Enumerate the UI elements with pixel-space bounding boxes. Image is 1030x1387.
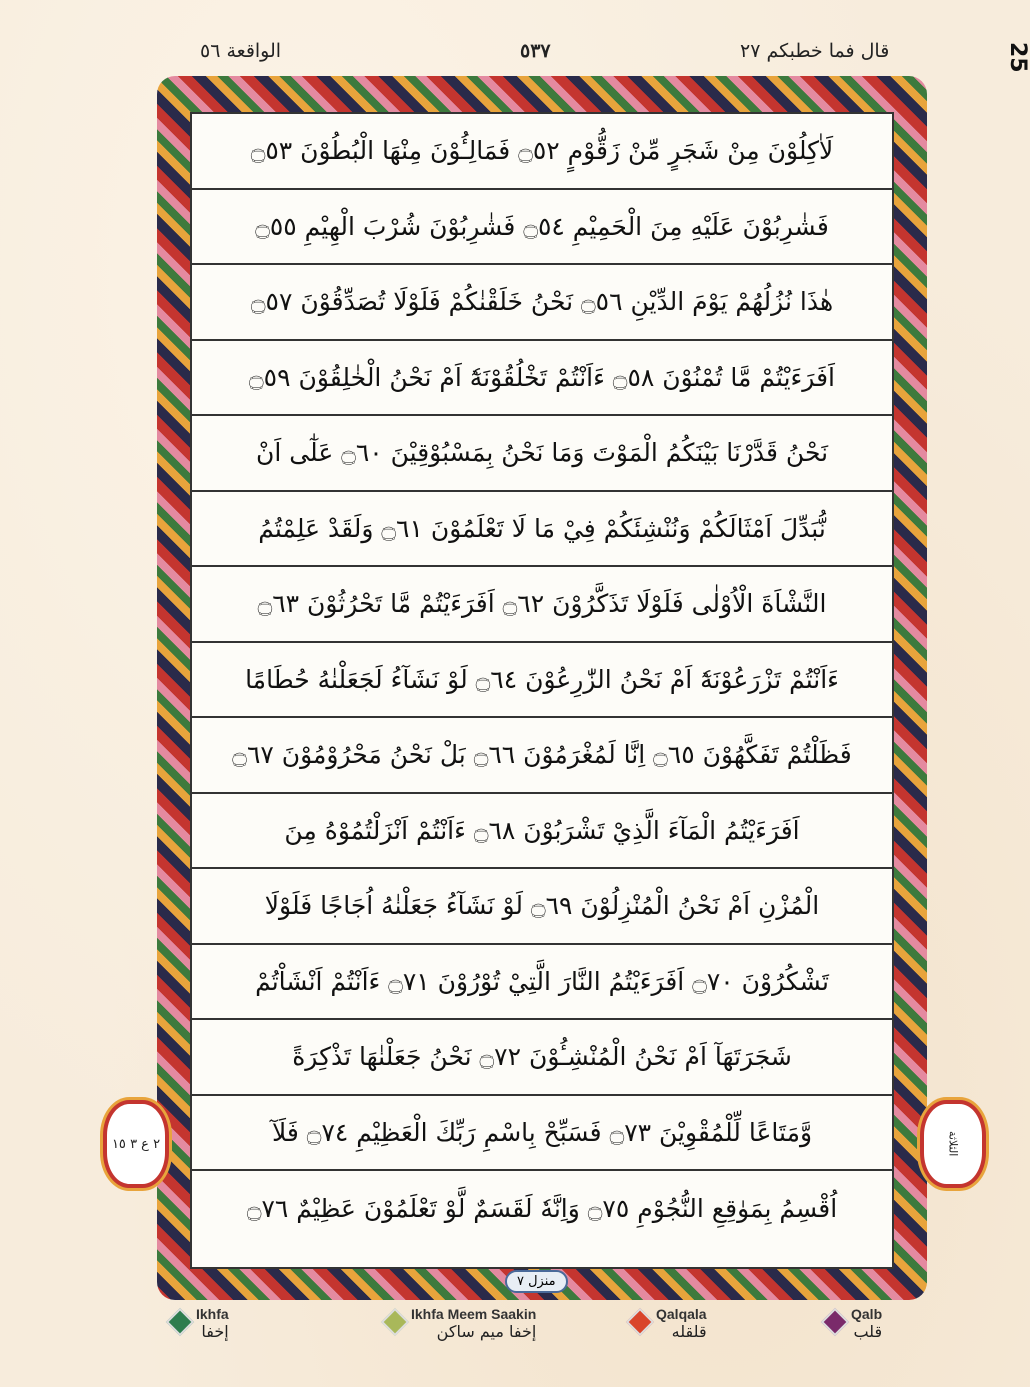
diamond-icon (381, 1308, 409, 1336)
thulatha-marker: الثلاثة (920, 1100, 986, 1188)
verse-line: فَظَلْتُمْ تَفَكَّهُوْنَ ۝٦٥ اِنَّا لَمُغْرَمُوْنَ ۝٦٦ بَلْ نَحْنُ مَحْرُوْمُوْنَ ۝٦٧ (192, 718, 892, 794)
surah-name-header: الواقعة ٥٦ (200, 40, 282, 62)
para-number-tab: 25 (1005, 42, 1030, 73)
legend-label-ar: إخفا ميم ساكن (436, 1322, 537, 1341)
ruku-marker: ٢ ع ٣ ١٥ (103, 1100, 169, 1188)
legend-item (630, 1306, 707, 1341)
legend-label-en: Ikhfa (196, 1306, 229, 1322)
diamond-icon (821, 1308, 849, 1336)
legend-item (170, 1306, 229, 1341)
juz-title-header: قال فما خطبكم ٢٧ (740, 40, 890, 62)
legend-label-en: Qalb (851, 1306, 883, 1322)
legend-label-en: Qalqala (656, 1306, 707, 1322)
verse-line: نُّبَدِّلَ اَمْثَالَكُمْ وَنُنْشِئَكُمْ فِيْ مَا لَا تَعْلَمُوْنَ ۝٦١ وَلَقَدْ عَلِمْتُمُ (192, 492, 892, 568)
diamond-icon (626, 1308, 654, 1336)
legend-item (385, 1306, 536, 1341)
legend-label-ar: قلقله (671, 1322, 707, 1341)
legend-label-en: Ikhfa Meem Saakin (411, 1306, 537, 1322)
verse-line: تَشْكُرُوْنَ ۝٧٠ اَفَرَءَيْتُمُ النَّارَ الَّتِيْ تُوْرُوْنَ ۝٧١ ءَاَنْتُمْ اَنْشَاْتُمْ (192, 945, 892, 1021)
verse-line: لَاٰكِلُوْنَ مِنْ شَجَرٍ مِّنْ زَقُّوْمٍ ۝٥٢ فَمَالِـُٔوْنَ مِنْهَا الْبُطُوْنَ ۝٥٣ (192, 114, 892, 190)
verse-text-area (190, 112, 894, 1269)
legend-label-ar: إخفا (201, 1322, 229, 1341)
verse-line: وَّمَتَاعًا لِّلْمُقْوِيْنَ ۝٧٣ فَسَبِّحْ بِاسْمِ رَبِّكَ الْعَظِيْمِ ۝٧٤ فَلَآ (192, 1096, 892, 1172)
diamond-icon (166, 1308, 194, 1336)
verse-line: شَجَرَتَهَآ اَمْ نَحْنُ الْمُنْشِـُٔوْنَ ۝٧٢ نَحْنُ جَعَلْنٰهَا تَذْكِرَةً (192, 1020, 892, 1096)
verse-line: الْمُزْنِ اَمْ نَحْنُ الْمُنْزِلُوْنَ ۝٦٩ لَوْ نَشَآءُ جَعَلْنٰهُ اُجَاجًا فَلَوْلَا (192, 869, 892, 945)
legend-item (825, 1306, 882, 1341)
verse-line: فَشٰرِبُوْنَ عَلَيْهِ مِنَ الْحَمِيْمِ ۝٥٤ فَشٰرِبُوْنَ شُرْبَ الْهِيْمِ ۝٥٥ (192, 190, 892, 266)
page-number: ٥٣٧ (520, 40, 551, 62)
verse-line: اَفَرَءَيْتُمُ الْمَآءَ الَّذِيْ تَشْرَبُوْنَ ۝٦٨ ءَاَنْتُمْ اَنْزَلْتُمُوْهُ مِنَ (192, 794, 892, 870)
verse-line: هٰذَا نُزُلُهُمْ يَوْمَ الدِّيْنِ ۝٥٦ نَحْنُ خَلَقْنٰكُمْ فَلَوْلَا تُصَدِّقُوْنَ ۝٥٧ (192, 265, 892, 341)
legend-label-ar: قلب (853, 1322, 883, 1341)
manzil-marker: منزل ٧ (505, 1270, 568, 1293)
verse-line: اَفَرَءَيْتُمْ مَّا تُمْنُوْنَ ۝٥٨ ءَاَنْتُمْ تَخْلُقُوْنَهٗٓ اَمْ نَحْنُ الْخٰلِقُوْنَ ۝٥٩ (192, 341, 892, 417)
verse-line: نَحْنُ قَدَّرْنَا بَيْنَكُمُ الْمَوْتَ وَمَا نَحْنُ بِمَسْبُوْقِيْنَ ۝٦٠ عَلٰٓى اَنْ (192, 416, 892, 492)
verse-line: ءَاَنْتُمْ تَزْرَعُوْنَهٗٓ اَمْ نَحْنُ الزّٰرِعُوْنَ ۝٦٤ لَوْ نَشَآءُ لَجَعَلْنٰهُ حُطَامًا (192, 643, 892, 719)
verse-line: اُقْسِمُ بِمَوٰقِعِ النُّجُوْمِ ۝٧٥ وَاِنَّهٗ لَقَسَمٌ لَّوْ تَعْلَمُوْنَ عَظِيْمٌ ۝٧٦ (246, 1194, 838, 1224)
verse-line: النَّشْاَةَ الْاُوْلٰى فَلَوْلَا تَذَكَّرُوْنَ ۝٦٢ اَفَرَءَيْتُمْ مَّا تَحْرُثُوْنَ ۝٦٣ (192, 567, 892, 643)
